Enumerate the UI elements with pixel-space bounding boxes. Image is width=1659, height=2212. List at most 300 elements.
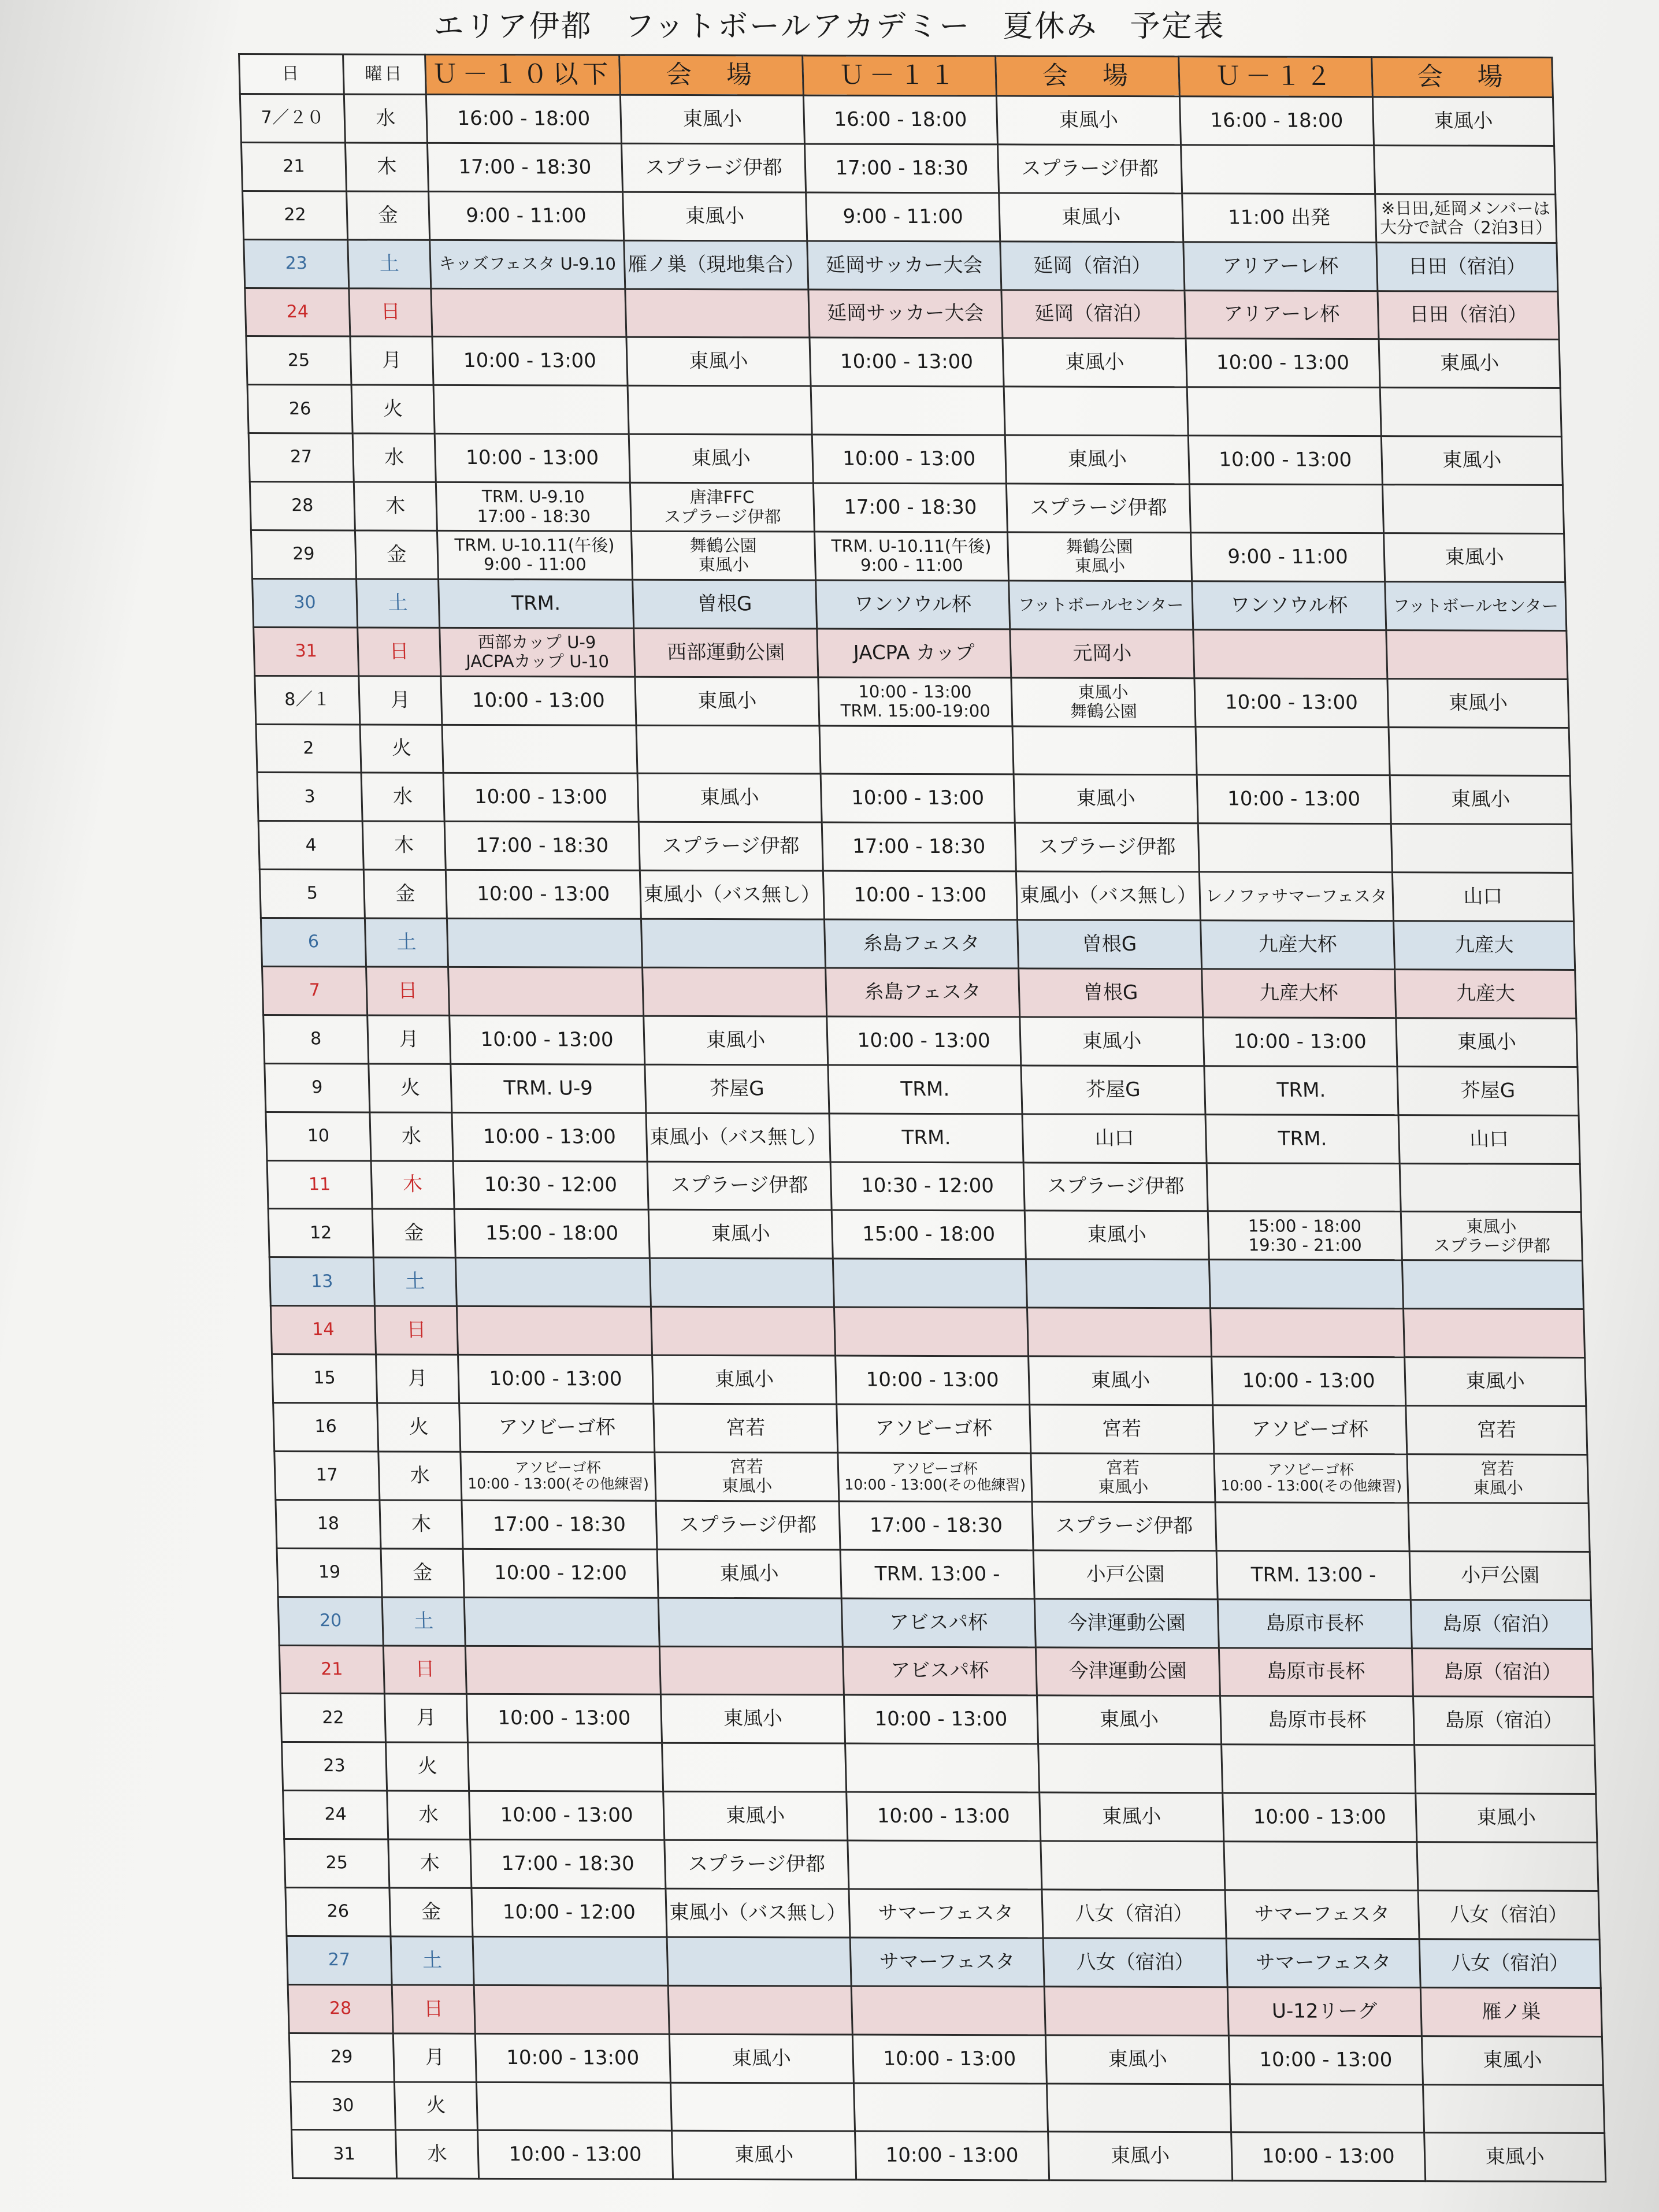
table-row: [261, 918, 1575, 970]
cell-u10-venue: 東風小（バス無し）: [646, 1113, 830, 1162]
cell-day: 16: [273, 1403, 378, 1452]
cell-u12-content: [1207, 1163, 1401, 1212]
cell-u11-venue: 東風小: [999, 193, 1183, 242]
cell-u12-content: 10:00 - 13:00: [1231, 2132, 1426, 2181]
cell-line: アソビーゴ杯: [514, 1458, 602, 1476]
cell-u12-venue: [1380, 388, 1561, 437]
cell-u10-venue: [667, 1937, 851, 1986]
table-row: [248, 433, 1562, 485]
cell-u12-venue: 山口: [1392, 873, 1573, 922]
cell-weekday: 水: [370, 1112, 453, 1161]
cell-u10-content: 10:00 - 13:00: [443, 773, 639, 822]
cell-weekday: 日: [349, 288, 432, 337]
cell-u10-content: 10:00 - 13:00: [432, 337, 628, 386]
cell-u10-venue: 東風小: [635, 677, 819, 726]
cell-u11-content: サマーフェスタ: [850, 1938, 1044, 1987]
cell-u11-content: 10:00 - 13:00: [852, 2035, 1046, 2084]
cell-u12-content: TRM.: [1205, 1114, 1400, 1163]
cell-u11-venue: 今津運動公園: [1036, 1647, 1220, 1696]
cell-u10-venue: 曽根G: [633, 580, 817, 629]
cell-u11-content: アビスパ杯: [841, 1598, 1036, 1647]
cell-u10-venue: [670, 2083, 855, 2132]
cell-u10-content: 10:00 - 13:00: [446, 870, 641, 919]
cell-u12-content: [1193, 630, 1387, 679]
cell-u11-venue: 元岡小: [1010, 629, 1194, 678]
cell-weekday: 水: [387, 1791, 470, 1839]
cell-line: 宮若: [729, 1457, 764, 1477]
cell-u12-content: 16:00 - 18:00: [1179, 97, 1374, 146]
cell-u12-content: アリアーレ杯: [1183, 242, 1378, 291]
cell-u10-venue: 東風小: [637, 774, 822, 823]
cell-u12-venue: [1415, 1745, 1596, 1794]
cell-u10-content: [468, 1743, 663, 1792]
cell-u12-content: 10:00 - 13:00: [1229, 2035, 1423, 2084]
cell-u12-venue: [1391, 824, 1572, 873]
cell-u12-content: 九産大杯: [1201, 921, 1395, 970]
cell-day: 21: [241, 142, 346, 191]
cell-weekday: 金: [363, 870, 447, 918]
cell-weekday: 土: [382, 1597, 465, 1646]
cell-u12-content: レノファサマーフェスタ: [1199, 872, 1393, 921]
cell-day: 21: [279, 1645, 384, 1694]
cell-u11-content: TRM.: [829, 1114, 1023, 1163]
cell-u10-content: 10:00 - 12:00: [463, 1549, 658, 1598]
cell-u10-content: 10:00 - 13:00: [435, 434, 630, 483]
cell-line: 10:00 - 13:00(その他練習): [844, 1476, 1026, 1494]
cell-line: 19:30 - 21:00: [1248, 1235, 1363, 1255]
cell-u12-venue: [1382, 485, 1564, 534]
cell-day: 6: [261, 918, 366, 967]
cell-u12-content: 10:00 - 13:00: [1223, 1793, 1417, 1842]
cell-weekday: 木: [345, 143, 428, 191]
cell-u12-content: ワンソウル杯: [1192, 581, 1386, 630]
cell-u11-content: 9:00 - 11:00: [806, 192, 1000, 242]
cell-weekday: 土: [365, 918, 448, 967]
table-row: [266, 1112, 1580, 1164]
table-row: [278, 1597, 1592, 1649]
cell-u10-venue: 西部運動公園: [634, 628, 818, 677]
cell-u11-content: 10:00 - 13:00: [821, 774, 1015, 823]
cell-u11-venue: [1044, 1987, 1229, 2036]
cell-line: 舞鶴公園: [689, 536, 758, 556]
cell-day: 25: [284, 1839, 389, 1888]
cell-weekday: 日: [358, 628, 441, 676]
cell-weekday: 火: [360, 725, 443, 773]
cell-line: 10:00 - 13:00(その他練習): [467, 1475, 650, 1493]
table-row: [281, 1742, 1595, 1794]
cell-u10-content: 15:00 - 18:00: [454, 1209, 650, 1259]
cell-u10-venue: 東風小: [644, 1016, 828, 1065]
cell-day: 23: [244, 239, 349, 288]
table-row: [253, 578, 1567, 630]
cell-u12-content: [1222, 1745, 1416, 1794]
cell-day: 23: [281, 1742, 387, 1791]
cell-u10-content: アソビーゴ杯: [459, 1403, 655, 1452]
cell-u11-content: 10:00 - 13:00: [823, 871, 1017, 920]
cell-u12-content: アソビーゴ杯: [1213, 1405, 1407, 1454]
cell-line: ※日田,延岡メンバーは: [1380, 198, 1550, 218]
cell-u10-venue: 東風小（バス無し）: [640, 870, 824, 919]
cell-u11-content: [838, 1453, 1032, 1502]
table-row: [267, 1160, 1581, 1212]
cell-u12-venue: [1400, 1163, 1581, 1212]
cell-line: JACPAカップ U-10: [465, 651, 610, 671]
cell-u12-content: [1215, 1502, 1409, 1552]
cell-u11-content: サマーフェスタ: [849, 1889, 1043, 1938]
cell-day: 24: [245, 288, 350, 336]
cell-u12-venue: 東風小: [1381, 436, 1562, 485]
cell-u12-content: [1214, 1454, 1408, 1503]
cell-u12-content: [1210, 1308, 1404, 1357]
cell-u11-venue: 東風小（バス無し）: [1016, 871, 1200, 921]
cell-u11-venue: [1007, 532, 1192, 581]
table-row: [289, 2033, 1603, 2085]
table-row: [288, 1984, 1602, 2036]
cell-line: TRM. U-9.10: [481, 487, 585, 507]
table-row: [251, 530, 1565, 582]
cell-u10-content: 9:00 - 11:00: [429, 191, 624, 240]
table-row: [246, 336, 1560, 388]
cell-weekday: 木: [354, 482, 437, 530]
cell-u11-content: 10:30 - 12:00: [830, 1162, 1025, 1211]
cell-u12-content: 九産大杯: [1202, 969, 1396, 1018]
cell-line: 17:00 - 18:30: [477, 506, 591, 526]
cell-u11-venue: 芥屋G: [1021, 1066, 1205, 1115]
cell-weekday: 木: [371, 1161, 454, 1209]
cell-u11-content: TRM.: [828, 1065, 1022, 1114]
cell-weekday: 土: [391, 1936, 474, 1985]
cell-day: 24: [283, 1791, 388, 1839]
cell-day: 22: [243, 191, 348, 239]
table-row: [265, 1063, 1579, 1115]
cell-u12-content: 10:00 - 13:00: [1203, 1018, 1397, 1067]
cell-u10-venue: [659, 1646, 844, 1695]
cell-u11-venue: [1038, 1744, 1223, 1793]
cell-u10-venue: 東風小（バス無し）: [666, 1888, 850, 1938]
cell-u12-venue: 東風小: [1390, 775, 1571, 825]
cell-day: 30: [290, 2081, 395, 2130]
cell-u12-content: 9:00 - 11:00: [1191, 533, 1385, 582]
cell-u11-venue: 八女（宿泊）: [1042, 1890, 1226, 1939]
table-row: [250, 482, 1564, 534]
cell-u10-content: 16:00 - 18:00: [426, 94, 621, 143]
cell-u10-content: [433, 385, 629, 435]
cell-u12-venue: [1423, 2084, 1604, 2133]
cell-u11-content: [834, 1307, 1028, 1356]
cell-u10-content: 10:00 - 13:00: [475, 2033, 670, 2083]
cell-u11-content: [811, 386, 1005, 435]
cell-u10-venue: [668, 1985, 852, 2035]
cell-u12-content: 島原市長杯: [1220, 1696, 1414, 1745]
cell-line: 舞鶴公園: [1066, 536, 1134, 557]
cell-u11-venue: 曽根G: [1019, 968, 1203, 1018]
cell-u11-content: 16:00 - 18:00: [803, 95, 997, 144]
cell-u10-content: 17:00 - 18:30: [462, 1500, 657, 1549]
cell-u11-content: 17:00 - 18:30: [813, 483, 1007, 532]
col-header-u11: Ｕ－１１: [803, 55, 997, 96]
cell-u12-content: アリアーレ杯: [1185, 290, 1379, 339]
cell-day: 8: [263, 1015, 369, 1063]
cell-u10-content: [440, 628, 635, 677]
page-title: エリア伊都 フットボールアカデミー 夏休み 予定表: [433, 9, 1226, 44]
cell-weekday: 金: [381, 1549, 464, 1597]
cell-u10-venue: [658, 1598, 843, 1647]
cell-day: 29: [251, 530, 356, 579]
cell-day: 12: [268, 1209, 373, 1257]
table-row: [247, 385, 1561, 437]
cell-u10-content: 10:00 - 12:00: [472, 1888, 667, 1937]
cell-u11-content: 17:00 - 18:30: [822, 822, 1016, 871]
cell-day: 5: [259, 870, 365, 918]
cell-u11-venue: 東風小: [1048, 2132, 1233, 2181]
cell-u10-venue: 東風小: [663, 1791, 848, 1840]
cell-u12-venue: 山口: [1398, 1115, 1580, 1164]
cell-u10-venue: [655, 1452, 839, 1501]
cell-u12-content: 10:00 - 13:00: [1212, 1357, 1406, 1406]
cell-u11-venue: 延岡（宿泊）: [1001, 290, 1186, 339]
cell-u10-content: 10:00 - 13:00: [466, 1694, 662, 1743]
cell-u12-content: [1196, 726, 1390, 775]
cell-day: 29: [289, 2033, 394, 2081]
cell-u10-venue: [625, 289, 810, 338]
cell-day: 25: [246, 336, 351, 385]
cell-line: 9:00 - 11:00: [483, 554, 587, 574]
cell-u11-content: 10:00 - 13:00: [810, 338, 1004, 387]
table-row: [244, 239, 1558, 291]
cell-weekday: 木: [380, 1500, 463, 1549]
cell-weekday: 土: [357, 579, 440, 628]
cell-u12-venue: [1407, 1454, 1589, 1504]
cell-u10-content: [448, 967, 644, 1016]
cell-u11-content: 17:00 - 18:30: [804, 144, 999, 193]
cell-u11-content: 10:00 - 13:00: [827, 1016, 1021, 1066]
cell-u10-content: 10:00 - 13:00: [450, 1015, 645, 1064]
cell-u12-venue: 八女（宿泊）: [1418, 1891, 1599, 1940]
cell-u11-content: 10:00 - 13:00: [836, 1356, 1030, 1405]
cell-u11-venue: [1031, 1453, 1215, 1502]
table-row: [258, 821, 1572, 873]
cell-u12-content: [1230, 2084, 1424, 2133]
cell-u12-content: [1209, 1260, 1403, 1309]
cell-weekday: 火: [351, 385, 435, 433]
cell-u12-content: [1181, 145, 1375, 194]
cell-u10-content: 17:00 - 18:30: [444, 822, 640, 871]
cell-day: 3: [257, 773, 362, 821]
cell-line: TRM. 15:00-19:00: [840, 700, 991, 721]
cell-day: 26: [285, 1887, 391, 1936]
cell-u11-content: [851, 1986, 1045, 2035]
cell-u12-venue: 東風小: [1372, 97, 1554, 146]
cell-weekday: 金: [347, 191, 430, 240]
cell-u10-venue: 東風小: [672, 2131, 856, 2180]
cell-u10-content: [442, 725, 637, 774]
cell-line: 宮若: [1480, 1458, 1515, 1479]
cell-weekday: 月: [384, 1694, 467, 1742]
cell-u11-venue: スプラージ伊都: [1015, 823, 1199, 872]
cell-day: 28: [288, 1984, 393, 2033]
cell-day: 18: [276, 1500, 381, 1548]
cell-u12-venue: 小戸公園: [1409, 1551, 1591, 1600]
cell-day: 22: [280, 1694, 385, 1742]
cell-u10-venue: 東風小: [648, 1210, 833, 1259]
table-row: [287, 1936, 1601, 1988]
cell-u12-venue: 九産大: [1395, 970, 1576, 1019]
cell-u11-content: アビスパ杯: [843, 1647, 1037, 1696]
cell-u10-venue: 東風小: [652, 1355, 837, 1404]
cell-weekday: 水: [378, 1452, 462, 1500]
table-row: [277, 1548, 1591, 1600]
cell-u11-content: ワンソウル杯: [816, 580, 1010, 629]
table-row: [274, 1451, 1589, 1503]
cell-u12-venue: [1401, 1212, 1582, 1261]
cell-day: 7／２０: [240, 94, 345, 143]
cell-line: 10:00 - 13:00(その他練習): [1220, 1477, 1402, 1495]
cell-u12-venue: 東風小: [1416, 1794, 1597, 1843]
cell-weekday: 月: [393, 2033, 476, 2082]
cell-weekday: 火: [369, 1064, 452, 1112]
cell-u11-content: 10:00 - 13:00: [812, 435, 1006, 484]
col-header-venue-u12: 会 場: [1372, 57, 1553, 98]
cell-u10-venue: スプラージ伊都: [647, 1161, 832, 1211]
cell-u10-content: [447, 918, 642, 967]
cell-u10-content: TRM.: [439, 579, 634, 628]
cell-u12-venue: 島原（宿泊）: [1412, 1648, 1593, 1697]
cell-weekday: 金: [389, 1888, 473, 1936]
cell-day: 8／１: [255, 676, 360, 724]
cell-line: 唐津FFC: [689, 487, 755, 507]
cell-u12-content: 島原市長杯: [1219, 1647, 1413, 1697]
table-row: [280, 1694, 1594, 1746]
cell-u11-venue: スプラージ伊都: [1006, 484, 1190, 533]
cell-u11-venue: 東風小: [1003, 338, 1187, 387]
cell-u10-content: [474, 1985, 669, 2034]
cell-u12-content: サマーフェスタ: [1226, 1939, 1420, 1988]
cell-u11-content: 10:00 - 13:00: [847, 1792, 1041, 1841]
cell-u11-venue: 東風小: [1020, 1017, 1204, 1066]
cell-u11-venue: [1041, 1841, 1225, 1890]
cell-u10-content: [436, 482, 631, 531]
cell-u12-venue: [1386, 630, 1568, 679]
table-row: [259, 870, 1573, 922]
table-row: [269, 1257, 1583, 1309]
table-row: [245, 288, 1559, 340]
cell-u10-venue: 東風小: [626, 337, 811, 387]
cell-u10-venue: スプラージ伊都: [639, 822, 823, 871]
col-header-weekday: 曜日: [343, 54, 426, 94]
cell-day: 10: [266, 1112, 371, 1160]
table-row: [257, 773, 1571, 825]
cell-line: 10:00 - 13:00: [858, 681, 972, 702]
cell-u11-content: 延岡サッカー大会: [807, 241, 1001, 290]
cell-line: 東風小: [1078, 682, 1129, 702]
col-header-day: 日: [239, 54, 344, 94]
cell-u11-venue: [1012, 726, 1197, 775]
cell-u12-content: 10:00 - 13:00: [1186, 339, 1380, 388]
cell-u11-venue: 八女（宿泊）: [1043, 1938, 1227, 1987]
cell-line: 西部カップ U-9: [477, 632, 596, 652]
cell-weekday: 日: [383, 1645, 466, 1694]
cell-weekday: 金: [372, 1209, 455, 1257]
cell-u12-venue: 東風小: [1422, 2036, 1603, 2085]
cell-u12-content: TRM. 13:00 -: [1216, 1550, 1411, 1599]
cell-u12-venue: 島原（宿泊）: [1413, 1697, 1595, 1746]
cell-weekday: 木: [388, 1839, 472, 1888]
table-body: [240, 94, 1605, 2182]
cell-weekday: 土: [373, 1257, 456, 1306]
cell-u10-content: 17:00 - 18:30: [427, 143, 622, 192]
cell-u10-content: [464, 1597, 659, 1646]
cell-line: 宮若: [1105, 1457, 1140, 1478]
cell-u11-venue: 山口: [1022, 1114, 1207, 1163]
table-row: [279, 1645, 1593, 1697]
cell-day: 9: [265, 1063, 370, 1112]
cell-weekday: 土: [348, 240, 431, 288]
cell-weekday: 水: [361, 773, 444, 821]
cell-u12-venue: 東風小: [1384, 533, 1565, 582]
cell-u12-venue: 東風小: [1396, 1018, 1578, 1067]
cell-line: 大分で試合（2泊3日）: [1379, 217, 1553, 238]
cell-day: 13: [269, 1257, 374, 1306]
cell-u11-content: [845, 1743, 1040, 1792]
cell-weekday: 月: [350, 336, 433, 385]
table-row: [272, 1354, 1586, 1406]
cell-line: 東風小: [1074, 556, 1126, 576]
cell-u10-venue: 芥屋G: [645, 1064, 829, 1114]
table-row: [241, 142, 1555, 194]
cell-u10-venue: 東風小: [669, 2034, 853, 2083]
cell-line: スプラージ伊都: [663, 506, 781, 526]
cell-u12-venue: 九産大: [1394, 921, 1575, 970]
cell-u10-venue: 東風小: [657, 1549, 841, 1598]
cell-weekday: 水: [352, 433, 436, 482]
cell-u11-content: TRM. 13:00 -: [840, 1550, 1034, 1599]
cell-day: 27: [248, 433, 354, 482]
cell-weekday: 火: [377, 1403, 461, 1452]
cell-u11-venue: 今津運動公園: [1034, 1599, 1219, 1648]
cell-u12-content: U-12リーグ: [1227, 1987, 1422, 2036]
cell-day: 14: [270, 1306, 376, 1354]
cell-u11-content: 10:00 - 13:00: [844, 1695, 1038, 1744]
cell-u12-content: サマーフェスタ: [1225, 1890, 1419, 1939]
cell-day: 27: [287, 1936, 392, 1984]
table-row: [285, 1887, 1599, 1939]
cell-u12-content: TRM.: [1204, 1066, 1398, 1115]
cell-u12-content: 11:00 出発: [1182, 194, 1376, 243]
cell-u12-content: 10:00 - 13:00: [1197, 775, 1391, 824]
cell-line: 東風小: [721, 1476, 773, 1496]
cell-u11-venue: 東風小: [1025, 1211, 1209, 1260]
cell-u11-venue: [1004, 387, 1188, 436]
table-row: [263, 1015, 1578, 1067]
cell-u10-content: 10:00 - 13:00: [478, 2131, 673, 2180]
cell-u10-venue: 東風小: [623, 192, 807, 241]
cell-weekday: 日: [374, 1306, 458, 1354]
cell-u10-content: [473, 1936, 668, 1985]
cell-u11-content: [819, 726, 1014, 775]
cell-u11-content: 延岡サッカー大会: [808, 290, 1003, 339]
cell-day: 31: [254, 627, 359, 676]
cell-u10-content: 10:00 - 13:00: [441, 676, 636, 725]
cell-day: 15: [272, 1354, 377, 1403]
cell-u11-venue: 東風小: [1029, 1356, 1213, 1405]
cell-u12-content: [1198, 823, 1392, 873]
cell-day: 7: [262, 967, 368, 1015]
table-row: [268, 1209, 1582, 1261]
table-row: [255, 676, 1569, 728]
cell-day: 4: [258, 821, 363, 870]
cell-u10-venue: スプラージ伊都: [656, 1501, 840, 1550]
cell-u11-content: アソビーゴ杯: [837, 1404, 1031, 1453]
